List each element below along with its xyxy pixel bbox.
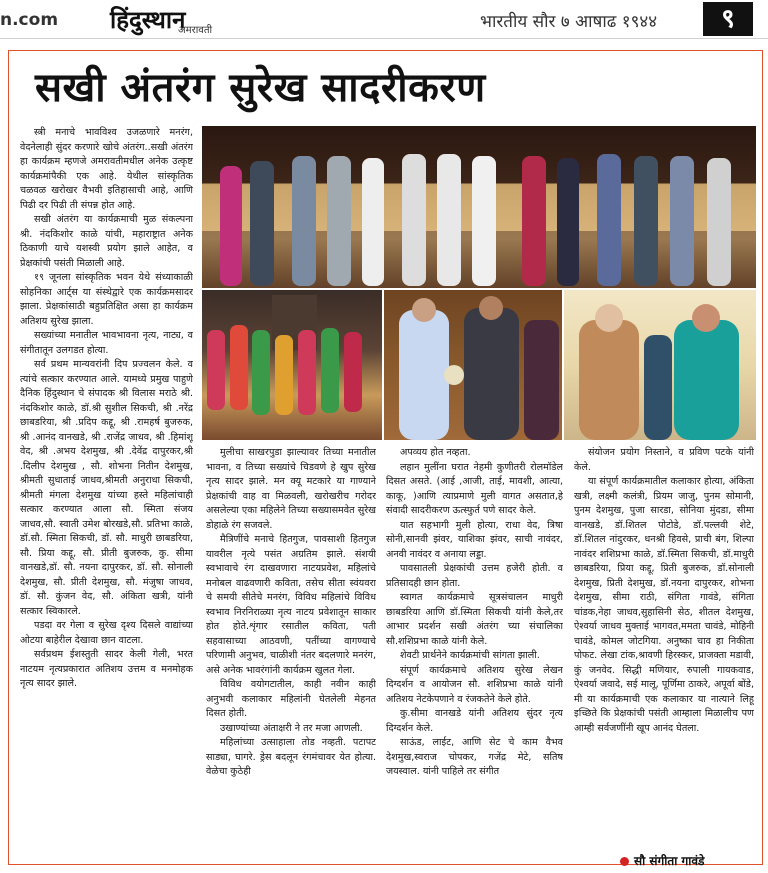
paragraph: शेवटी प्रार्थनेने कार्यक्रमांची सांगता झाली. [400,650,540,661]
paragraph: यात सहभागी मुली होत्या, राधा वेद, त्रिषा सोनी,सानवी झंवर, याशिका झंवर, साची नावंदर, अनवी नावंदर व अनाया लड्डा. [386,519,563,560]
photo-dancers-figures [202,290,382,440]
page-number: ९ [703,2,753,36]
paragraph: सखी अंतरंग या कार्यक्रमाची मुळ संकल्पना श्री. नंदकिशोर काळे यांची, महाराष्ट्रात अनेक ठिकाणी याचे यशस्वी प्रयोग झाले आहेत, व प्रेक्षकांची पसंती मिळाली आहे. [20,214,193,269]
article-column-2 [206,446,376,856]
paragraph: मुलीचा साखरपुडा झाल्यावर तिच्या मनातील भावना, व तिच्या सख्यांचे चिडवणे हे खुप सुरेख नृत्य सादर झाले. मन क्यू मटकारे या गाण्याने प्रेक्षकांची वाह वा मिळवली, खरोखरीच गरोदर असलेल्या एका महिलेने तिच्या सख्यासमवेत सुरेख डोहाळे रंग सजवले. [206,447,376,531]
photo-felicitation-women [564,290,756,440]
photo-dance-performance [202,290,382,440]
paragraph: सर्व प्रथम मान्यवरांनी दिप प्रज्वलन केले. व त्यांचे सत्कार करण्यात आले. यामध्ये प्रमुख पाहुणे दैनिक हिंदुस्थान चे संपादक श्री विलास मराठे श्री. नंदकिशोर काळे, डॉ.श्री सुशील सिकची, श्री .नरेंद्र छाबडरिया, श्री .प्रदिप कद्दू, श्री .रामहर्ष बुजरुक, श्री .आनंद वानखडे, श्री .राजेंद्र जाधव, श्री .हिमांशू वेद, श्री .अभय देशमुख, श्री .देवेंद्र दापुरकर,श्री .दिलीप देशमुख , सौ. शोभना नितीन देशमुख, श्रीमती सुधाताई जाधव,श्रीमती अनुराधा सिकची, श्रीमती मंगला देशमुख यांच्या हस्ते महिलांचाही सत्कार करण्यात आला सौ. स्मिता संजय जाधव,सौ. स्वाती उमेश बोरखडे,सौ. प्रतिभा काळे, डॉ.सौ. स्मिता सिकची, डॉ. सौ. माधुरी छाबडरिया, सौ. प्रिया कद्दू, सौ. प्रीती बुजरुक, कु. सीमा वानखडे,डॉ. सौ. नयना दापुरकर, डॉ. सौ. सोनाली देशमुख, सौ. प्रीती देशमुख, सौ. मंजुषा जाधव, डॉ. सौ. कुंजन वेद, सौ. अंकिता खत्री, यांनी सत्कार स्विकारले. [20,359,193,617]
photo-felicitation-figures [384,290,562,440]
author-signature [620,852,704,869]
issue-date: भारतीय सौर ७ आषाढ १९४४ [480,12,658,32]
article-column-1 [20,126,193,856]
photo-guests-figures [202,126,756,288]
paragraph: उखाण्यांच्या अंताक्षरी ने तर मजा आणली. [220,722,363,734]
paragraph: सर्वप्रथम ईशस्तुती सादर केली गेली, भरत नाटयम नृत्यप्रकारात अतिशय उत्तम व मनमोहक नृत्य सादर झाले. [20,649,193,689]
paragraph: संयोजन प्रयोग निस्ताने, व प्रविण पटके यांनी केले. [574,447,754,473]
paragraph: संपूर्ण कार्यक्रमाचे अतिशय सुरेख लेखन दिग्दर्शन व आयोजन सौ. शशिप्रभा काळे यांनी अतिशय नेटकेपणाने व रंजकतेने केले होते. [386,664,563,705]
article-column-4 [574,446,754,856]
paragraph: कु.सीमा वानखडे यांनी अतिशय सुंदर नृत्य दिग्दर्शन केले. [386,708,563,734]
author-name: सौ संगीता गावंडे [634,854,705,868]
paragraph: लहान मुलींना घरात नेहमी कुणीतरी रोलमॉडेल दिसत असते. (आई ,आजी, ताई, मावशी, आत्या, काकू, )आणि त्याप्रमाणे मुली वागत असतात,हे संवादी सादरीकरण ऊत्स्फुर्त पणे सादर केले. [386,461,563,516]
edition-city: अमरावती [178,25,213,36]
masthead-logo: हिंदुस्थान [110,6,186,34]
paragraph: महिलांच्या उत्साहाला तोड नव्हती. पटापट साड्या, घागरे. ड्रेस बदलून रंगमंचावर येत होत्या. वेळेचा कुठेही [206,737,376,777]
newspaper-header [0,0,768,39]
paragraph: मैत्रिणींचे मनाचे हितगुज, पावसाशी हितगुज यावरील नृत्ये पसंत अग्रतिम झाले. संशयी स्वभावाचे रंग दाखवणारा नाटयप्रवेश, महिलांचे मनोबल वाढवणारी कविता, तसेच सीता स्वंयवरा चे समयी सीतेचे मनरंग, विविध महिलांचे विविध स्वभाव निरनिराळ्या नृत्य नाटय प्रवेशातून साकार होत होते.शृंगार रसातील कविता, पती सहवासाच्या आठवणी, पतींच्या वागण्याचे परिणामी अनुभव, चाळीशी नंतर बदलणारे मनरंग, असे अनेक भावरंगांनी कार्यक्रम खुलत गेला. [206,534,376,676]
paragraph: स्त्री मनाचे भावविश्व उजळणारे मनरंग, वेदनेलाही सुंदर करणारे खोचे अंतरंग..सखी अंतरंग हा कार्यक्रम म्हणजे अमरावतीमधील अनेक उत्कृष्ट कार्यक्रमांपैकी एक आहे. येथील सांस्कृतिक चळवळ खरोखर वैभवी इतिहासाची आहे, आणि पिढी दर पिढी ती संपन्न होत आहे. [20,127,193,211]
photo-felicitation-men [384,290,562,440]
paragraph: स्वागत कार्यक्रमाचे सूत्रसंचालन माधुरी छाबडरिया आणि डॉ.स्मिता सिकची यांनी केले,तर आभार प्रदर्शन सखी अंतरंग च्या संचालिका सौ.शशिप्रभा काळे यांनी केले. [386,592,563,647]
paragraph: पावसातली प्रेक्षकांची उत्तम हजेरी होती. व प्रतिसादही छान होता. [386,563,563,589]
article-headline: सखी अंतरंग सुरेख सादरीकरण [35,65,486,111]
bullet-dot-icon [620,857,629,866]
article-column-3 [386,446,563,856]
paragraph: विविध वयोगटातील, काही नवीन काही अनुभवी कलाकार महिलांनी घेतलेली मेहनत दिसत होती. [206,679,376,719]
paragraph: साऊंड, लाईट, आणि सेट चे काम वैभव देशमुख,स्वराज चोपकर, गजेंद्र मेटे, सतिष जयस्वाल. यांनी पाहिले तर संगीत [386,737,563,777]
photo-women-figures [564,290,756,440]
paragraph: पडदा वर गेला व सुरेख दृश्य दिसले वाद्यांच्या ओटया बाहेरील देखावा छान वाटला. [20,620,193,646]
site-url-fragment: n.com [0,10,59,30]
paragraph: या संपूर्ण कार्यक्रमातील कलाकार होत्या, अंकिता खत्री, लक्ष्मी कलंत्री, प्रियम जाजु, पुनम सोमानी, पुनम देशमुख, पुजा सारडा, सोनिया मुंदडा, सीमा वानखडे, डॉ.शितल पोटोडे, डॉ.पल्लवी शेटे, डॉ.शितल नांदुरकर, धनश्री हिवसे, प्राची बंग, शिल्पा नावंदर शशिप्रभा काळे, डॉ.स्मिता सिकची, डॉ.माधुरी छाबडरिया, प्रिया कद्दू, प्रिती बुजरुक, डॉ.सोनाली देशमुख, प्रिती देशमुख, डॉ.नयना दापुरकर, शोभना देशमुख, सीमा राठी, संगिता गावंडे, संगिता चांडक,नेहा जाधव,सुहासिनी सेठ, शीतल देशमुख, ऐश्वर्या जाधव मुक्ताई भागवत,ममता चावंडे, मोहिनी चावंडे, कोमल जोटगिया. अनुष्का चाव हा निकीता पोफट. लेखा टांक,श्रावणी हिरस्कर, प्राजक्ता मडावी, कुं जनवेद. सिद्धी मणियार, रुपाली गायकवाड, ऐश्वर्या जवादे, सई मालू, पूर्णिमा ठाकरे, अपूर्वा बोंडे, मी या कार्यक्रमाची एक कलाकार या नात्याने लिहू इच्छिते कि प्रेक्षकांची पसंती आम्हाला मिळालीच पण आम्ही सर्वजणींनी खूप आनंद घेतला. [574,476,754,734]
paragraph: १९ जूनला सांस्कृतिक भवन येथे संध्याकाळी सोहनिका आर्ट्स या संस्थेद्वारे एक कार्यक्रमसादर झाला. प्रेक्षकांसाठी बहुप्रतिक्षित असा हा कार्यक्रम अतिशय सुरेख झाला. [20,272,193,327]
photo-guests-group [202,126,756,288]
paragraph: सख्यांच्या मनातील भावभावना नृत्य, नाट्य, व संगीतातून उलगडत होत्या. [20,330,193,356]
paragraph: अपव्यय होत नव्हता. [400,447,471,458]
